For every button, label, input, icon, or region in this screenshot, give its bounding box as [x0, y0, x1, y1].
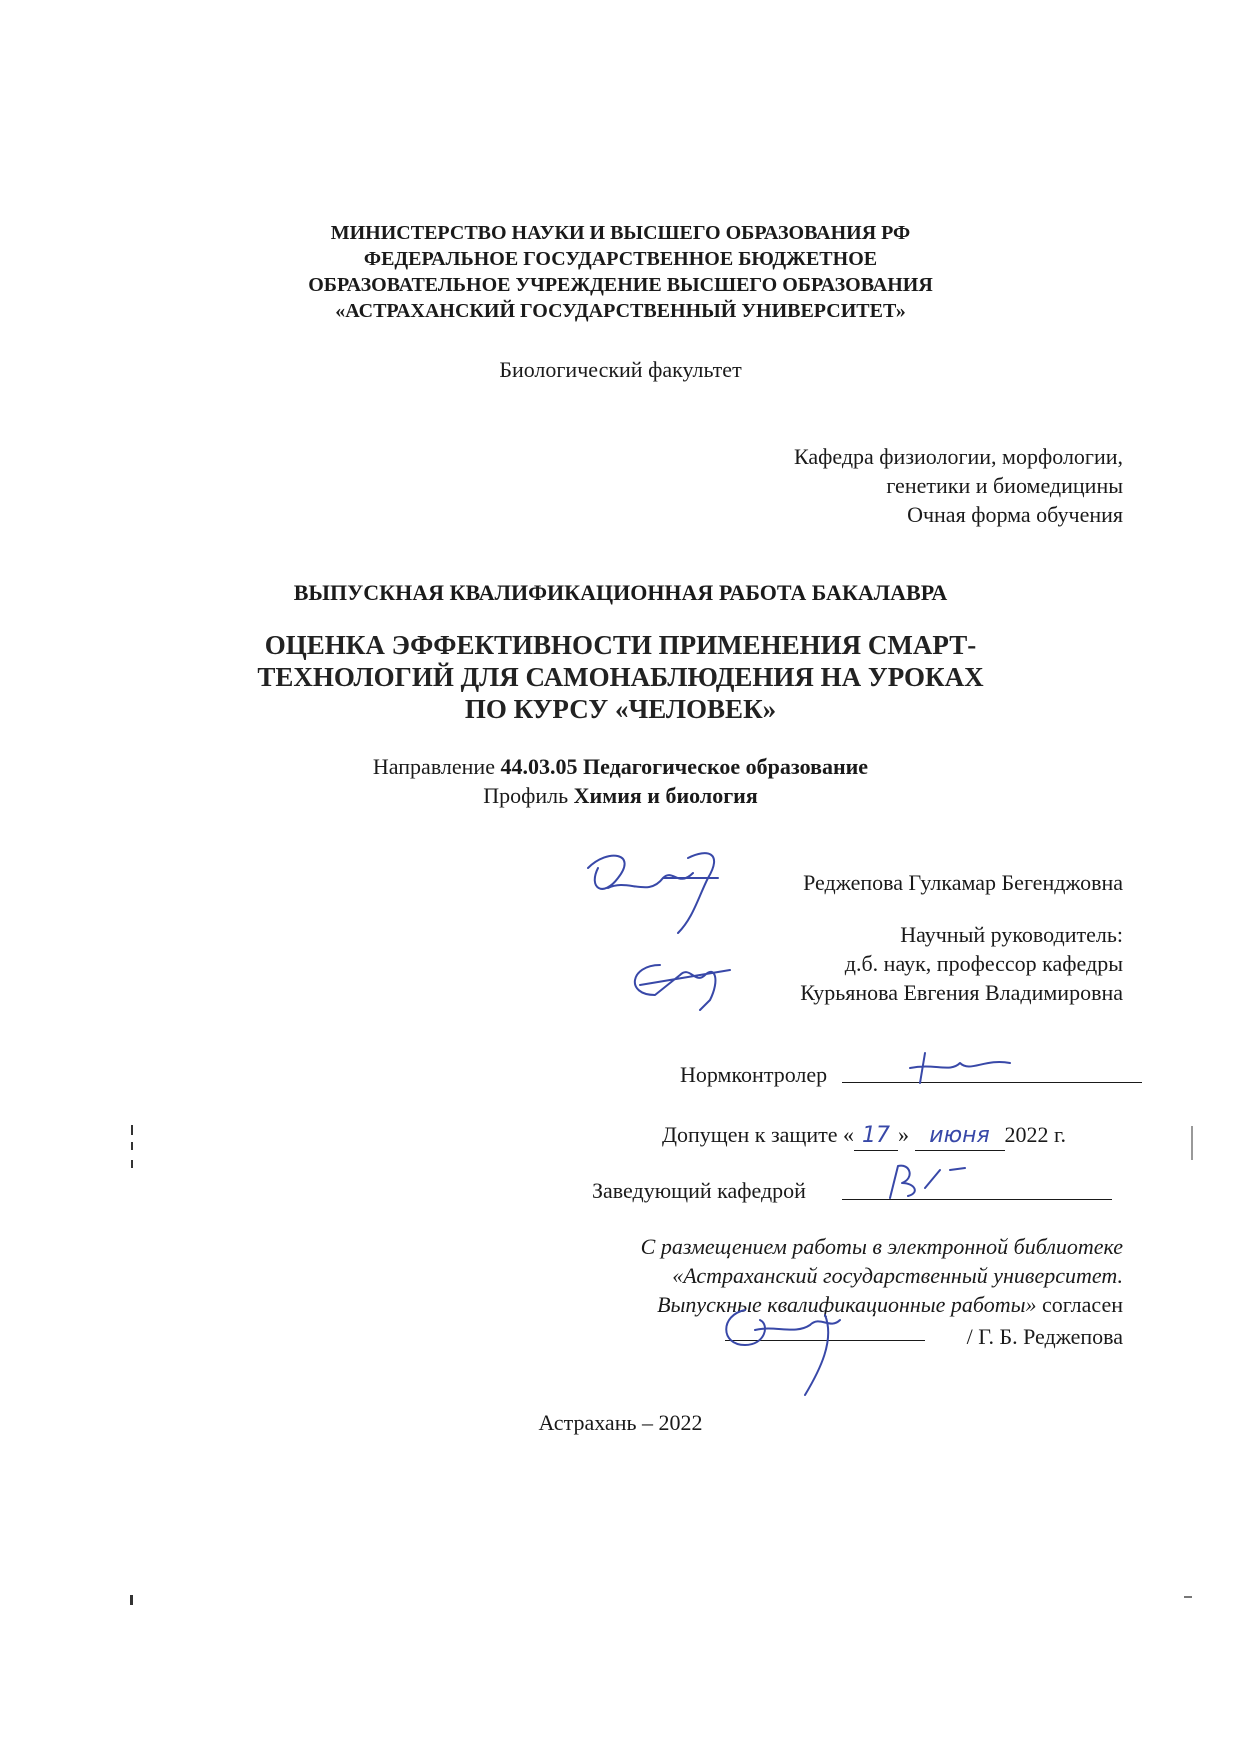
- work-type: ВЫПУСКНАЯ КВАЛИФИКАЦИОННАЯ РАБОТА БАКАЛАВРА: [293, 580, 948, 605]
- admitted-day: 17: [854, 1121, 898, 1151]
- admitted-year: 2022 г.: [1004, 1122, 1067, 1147]
- admitted-month: июня: [915, 1121, 1005, 1151]
- scan-mark: [1191, 1126, 1193, 1160]
- thesis-title-line-2: ТЕХНОЛОГИЙ ДЛЯ САМОНАБЛЮДЕНИЯ НА УРОКАХ: [257, 662, 984, 692]
- institution-line-2: ОБРАЗОВАТЕЛЬНОЕ УЧРЕЖДЕНИЕ ВЫСШЕГО ОБРАЗОВАНИЯ: [308, 274, 933, 296]
- supervisor-name: Курьянова Евгения Владимировна: [800, 980, 1123, 1005]
- admitted-line: [662, 1120, 1066, 1151]
- department-line-2: генетики и биомедицины: [886, 473, 1123, 498]
- normcontrol-label: Нормконтролер: [680, 1062, 828, 1087]
- scan-mark: [130, 1595, 133, 1605]
- department-line-1: Кафедра физиологии, морфологии,: [793, 444, 1123, 469]
- profile-value: Химия и биология: [573, 783, 758, 808]
- institution-line-1: ФЕДЕРАЛЬНОЕ ГОСУДАРСТВЕННОЕ БЮДЖЕТНОЕ: [363, 248, 878, 270]
- head-of-dept-signature: [880, 1158, 970, 1203]
- student-name: Реджепова Гулкамар Бегенджовна: [803, 870, 1123, 895]
- thesis-title-line-1: ОЦЕНКА ЭФФЕКТИВНОСТИ ПРИМЕНЕНИЯ СМАРТ-: [264, 630, 977, 660]
- direction: [0, 752, 1241, 781]
- profile-label: Профиль: [483, 783, 574, 808]
- scan-mark: [131, 1160, 133, 1168]
- faculty: Биологический факультет: [499, 357, 742, 382]
- consent-line-3-text: Выпускные квалификационные работы»: [657, 1292, 1037, 1317]
- consent-signature: [715, 1300, 855, 1400]
- consent-signer: / Г. Б. Реджепова: [966, 1324, 1123, 1349]
- scan-mark: [1184, 1596, 1192, 1598]
- normcontrol-signature: [905, 1048, 1015, 1088]
- thesis-title-line-3: ПО КУРСУ «ЧЕЛОВЕК»: [464, 694, 777, 724]
- admitted-close-quote: »: [898, 1122, 909, 1147]
- consent-line-3-suffix: согласен: [1036, 1292, 1123, 1317]
- supervisor-label: Научный руководитель:: [900, 922, 1123, 947]
- supervisor-position: д.б. наук, профессор кафедры: [844, 951, 1123, 976]
- admitted-prefix: Допущен к защите «: [662, 1122, 854, 1147]
- scan-mark: [131, 1125, 133, 1135]
- direction-value: 44.03.05 Педагогическое образование: [500, 754, 869, 779]
- city-year: Астрахань – 2022: [538, 1410, 703, 1435]
- head-of-dept-label: Заведующий кафедрой: [592, 1178, 806, 1203]
- direction-label: Направление: [372, 754, 501, 779]
- scan-mark: [131, 1142, 133, 1150]
- profile: [0, 781, 1241, 810]
- supervisor-signature: [620, 945, 740, 1015]
- ministry-line: МИНИСТЕРСТВО НАУКИ И ВЫСШЕГО ОБРАЗОВАНИЯ РФ: [330, 222, 911, 244]
- student-signature: [568, 838, 728, 938]
- consent-line-2: «Астраханский государственный университет.: [672, 1263, 1123, 1288]
- study-form: Очная форма обучения: [907, 502, 1123, 527]
- consent-line-1: С размещением работы в электронной библиотеке: [640, 1234, 1123, 1259]
- university-name: «АСТРАХАНСКИЙ ГОСУДАРСТВЕННЫЙ УНИВЕРСИТЕТ»: [335, 300, 906, 322]
